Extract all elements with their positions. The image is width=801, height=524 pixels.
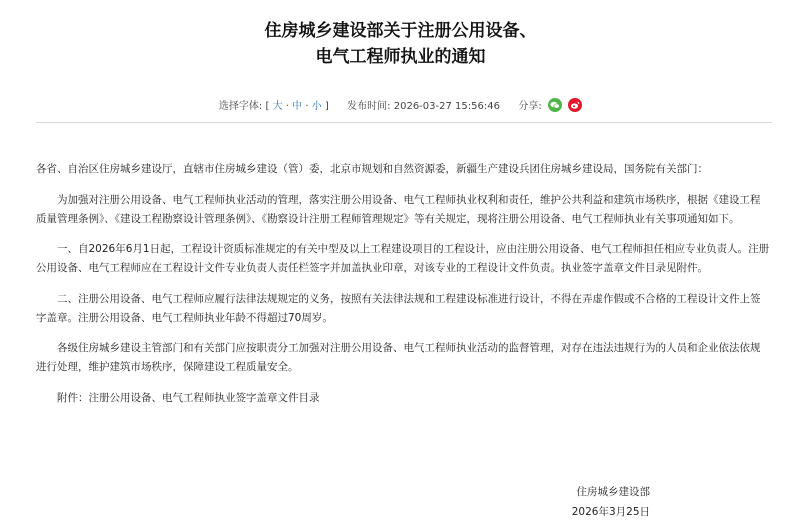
share-label: 分享: xyxy=(518,101,542,112)
font-size-small-link[interactable]: 小 xyxy=(311,101,322,112)
weibo-share-icon[interactable] xyxy=(568,98,582,112)
body-paragraph-3: 二、注册公用设备、电气工程师应履行法律法规规定的义务，按照有关法律法规和工程建设标准进行设计，不得在弄虚作假或不合格的工程设计文件上签字盖章。注册公用设备、电气工程师执业年龄不得超过70周岁。 xyxy=(36,292,761,324)
issue-date: 2026年3月25日 xyxy=(571,506,650,518)
article-meta-bar xyxy=(0,98,801,116)
font-size-medium-link[interactable]: 中 xyxy=(292,101,303,112)
publish-time-value: 2026-03-27 15:56:46 xyxy=(393,101,500,112)
weibo-icon xyxy=(568,98,582,112)
body-paragraph-1: 为加强对注册公用设备、电气工程师执业活动的管理，落实注册公用设备、电气工程师执业权利和责任，维护公共利益和建筑市场秩序，根据《建设工程质量管理条例》、《建设工程勘察设计管理条例》、《勘察设计注册工程师管理规定》等有关规定，现将注册公用设备、电气工程师执业有关事项通知如下。 xyxy=(36,193,761,225)
article-title-line-2: 电气工程师执业的通知 xyxy=(315,47,486,67)
font-size-label: 选择字体: xyxy=(218,101,263,112)
meta-divider xyxy=(36,122,772,123)
wechat-icon xyxy=(548,98,562,112)
body-paragraph-4: 各级住房城乡建设主管部门和有关部门应按职责分工加强对注册公用设备、电气工程师执业活动的监督管理，对存在违法违规行为的人员和企业依法依规进行处理，维护建筑市场秩序，保障建设工程质量安全。 xyxy=(36,342,761,373)
salutation-paragraph: 各省、自治区住房城乡建设厅，直辖市住房城乡建设（管）委，北京市规划和自然资源委，新疆生产建设兵团住房城乡建设局，国务院有关部门： xyxy=(36,163,708,175)
bracket-open: [ xyxy=(265,101,270,112)
article-title xyxy=(0,18,801,70)
signature-block xyxy=(0,482,650,522)
article-title-line-1: 住房城乡建设部关于注册公用设备、 xyxy=(264,21,537,41)
issuer-name: 住房城乡建设部 xyxy=(576,486,650,498)
separator-dot: · xyxy=(285,101,289,112)
font-size-large-link[interactable]: 大 xyxy=(272,101,283,112)
wechat-share-icon[interactable] xyxy=(548,98,562,112)
article-body xyxy=(36,160,770,419)
attachment-line: 附件：注册公用设备、电气工程师执业签字盖章文件目录 xyxy=(57,391,320,404)
publish-time-label: 发布时间: xyxy=(347,101,391,112)
separator-dot: · xyxy=(305,101,309,112)
body-paragraph-2: 一、自2026年6月1日起，工程设计资质标准规定的有关中型及以上工程建设项目的工程设计，应由注册公用设备、电气工程师担任相应专业负责人。注册公用设备、电气工程师应在工程设计文件专业负责人责任栏签字并加盖执业印章，对该专业的工程设计文件负责。执业签字盖章文件目录见附件。 xyxy=(36,243,770,274)
bracket-close: ] xyxy=(324,101,329,112)
